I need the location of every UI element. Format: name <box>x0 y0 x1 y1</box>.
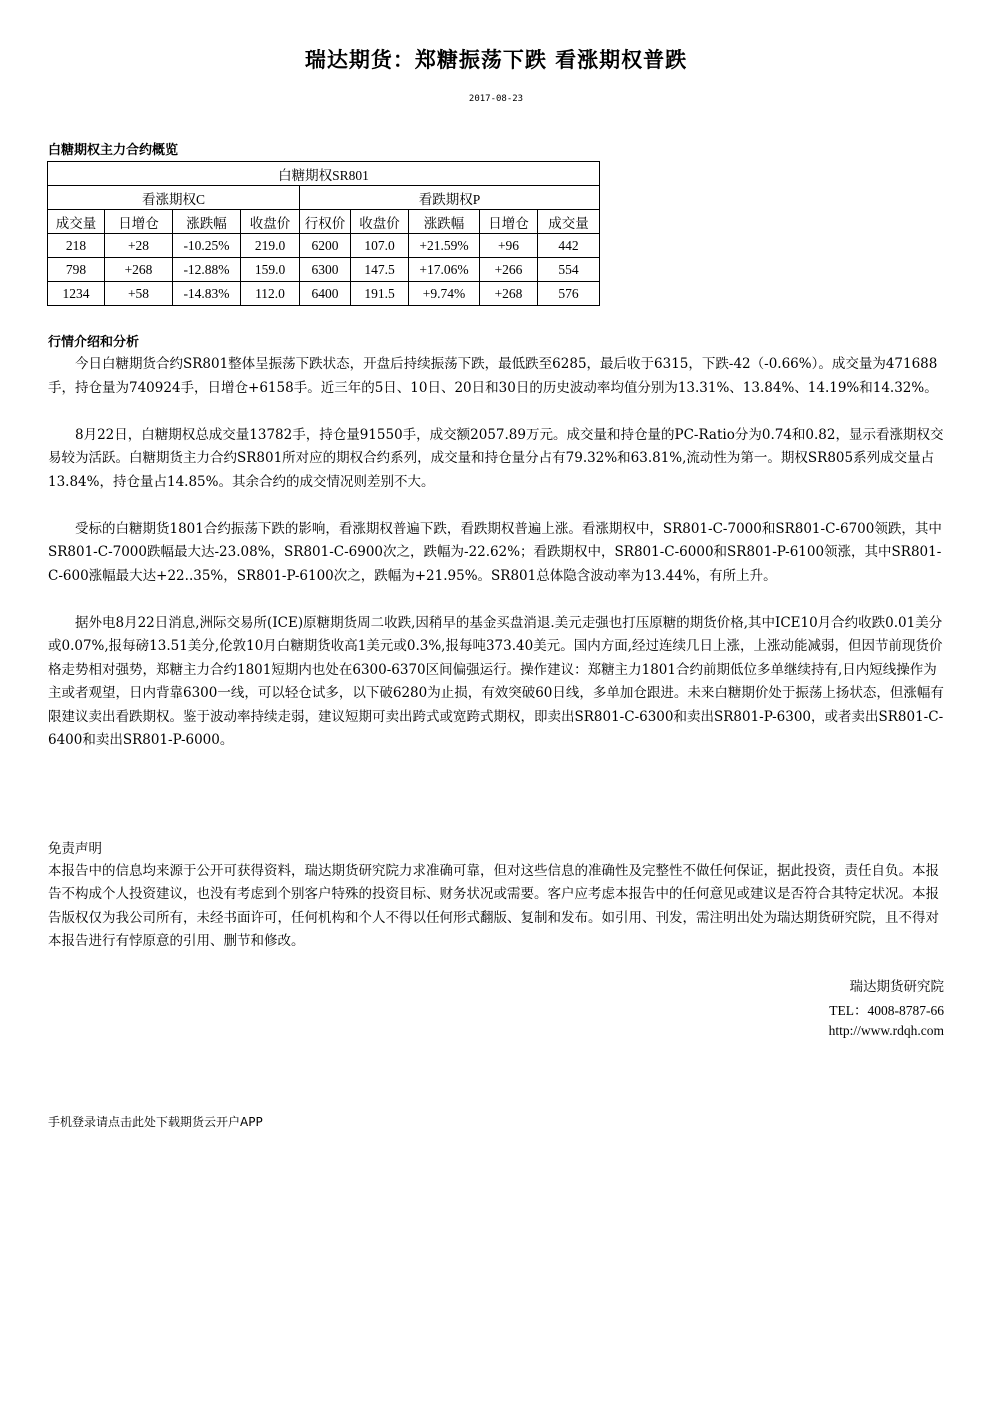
column-header: 成交量 <box>48 210 105 234</box>
table-cell: 1234 <box>48 282 105 306</box>
overview-heading: 白糖期权主力合约概览 <box>48 143 179 158</box>
table-cell: 112.0 <box>241 282 300 306</box>
analysis-paragraph: 8月22日，白糖期权总成交量13782手，持仓量91550手，成交额2057.89万元。成交量和持仓量的PC-Ratio分为0.74和0.82，显示看涨期权交易较为活跃。白糖期货主力合约SR801所对应的期权合约系列，成交量和持仓量分占有79.32%和63.81%,流动性为第一。期权SR805系列成交量占13.84%，持仓量占14.85%。其余合约的成交情况则差别不大。 <box>48 426 944 490</box>
column-header: 行权价 <box>300 210 351 234</box>
table-cell: 442 <box>538 234 600 258</box>
disclaimer-text: 本报告中的信息均来源于公开可获得资料，瑞达期货研究院力求准确可靠，但对这些信息的准确性及完整性不做任何保证，据此投资，责任自负。本报告不构成个人投资建议，也没有考虑到个别客户特殊的投资目标、财务状况或需要。客户应考虑本报告中的任何意见或建议是否符合其特定状况。本报告版权仅为我公司所有，未经书面许可，任何机构和个人不得以任何形式翻版、复制和发布。如引用、刊发，需注明出处为瑞达期货研究院，且不得对本报告进行有悖原意的引用、删节和修改。 <box>48 863 939 949</box>
report-date: 2017-08-23 <box>468 94 524 104</box>
analysis-paragraph: 受标的白糖期货1801合约振荡下跌的影响，看涨期权普遍下跌，看跌期权普遍上涨。看涨期权中，SR801-C-7000和SR801-C-6700领跌，其中SR801-C-7000跌幅最大达-23.08%，SR801-C-6900次之，跌幅为-22.62%；看跌期权中，SR801-C-6000和SR801-P-6100领涨，其中SR801-C-600涨幅最大达+22..35%，SR801-P-6100次之，跌幅为+21.95%。SR801总体隐含波动率为13.44%，有所上升。 <box>48 520 942 584</box>
table-cell: 219.0 <box>241 234 300 258</box>
column-header: 收盘价 <box>241 210 300 234</box>
analysis-body <box>48 353 944 753</box>
contract-header: 白糖期权SR801 <box>48 162 600 186</box>
disclaimer-heading: 免责声明 <box>48 841 102 857</box>
table-cell: 191.5 <box>351 282 409 306</box>
table-cell: 147.5 <box>351 258 409 282</box>
options-overview-table <box>47 161 600 306</box>
table-cell: 159.0 <box>241 258 300 282</box>
column-header-row <box>48 210 600 234</box>
table-cell: +21.59% <box>409 234 480 258</box>
table-row <box>48 282 600 306</box>
contact-org: 瑞达期货研究院 <box>849 979 944 994</box>
table-cell: +96 <box>480 234 538 258</box>
table-cell: +28 <box>105 234 173 258</box>
column-header: 涨跌幅 <box>173 210 241 234</box>
table-cell: +9.74% <box>409 282 480 306</box>
table-cell: -10.25% <box>173 234 241 258</box>
table-cell: 798 <box>48 258 105 282</box>
call-group-header: 看涨期权C <box>48 186 300 210</box>
table-cell: -14.83% <box>173 282 241 306</box>
column-header: 收盘价 <box>351 210 409 234</box>
table-row <box>48 258 600 282</box>
table-cell: +58 <box>105 282 173 306</box>
table-cell: -12.88% <box>173 258 241 282</box>
column-header: 涨跌幅 <box>409 210 480 234</box>
table-cell: 6200 <box>300 234 351 258</box>
table-cell: 576 <box>538 282 600 306</box>
analysis-paragraph: 据外电8月22日消息,洲际交易所(ICE)原糖期货周二收跌,因稍早的基金买盘消退.美元走强也打压原糖的期货价格,其中ICE10月合约收跌0.01美分或0.07%,报每磅13.51美分,伦敦10月白糖期货收高1美元或0.3%,报每吨373.40美元。国内方面,经过连续几日上涨，上涨动能减弱，但因节前现货价格走势相对强势，郑糖主力合约1801短期内也处在6300-6370区间偏强运行。操作建议：郑糖主力1801合约前期低位多单继续持有,日内短线操作为主或者观望，日内背靠6300一线，可以轻仓试多，以下破6280为止损，有效突破60日线，多单加仓跟进。未来白糖期价处于振荡上扬状态，但涨幅有限建议卖出看跌期权。鉴于波动率持续走弱，建议短期可卖出跨式或宽跨式期权，即卖出SR801-C-6300和卖出SR801-P-6300，或者卖出SR801-C-6400和卖出SR801-P-6000。 <box>48 614 944 748</box>
analysis-paragraph: 今日白糖期货合约SR801整体呈振荡下跌状态，开盘后持续振荡下跌，最低跌至6285，最后收于6315，下跌-42（-0.66%）。成交量为471688手，持仓量为740924手，日增仓+6158手。近三年的5日、10日、20日和30日的历史波动率均值分别为13.31%、13.84%、14.19%和14.32%。 <box>48 356 938 396</box>
column-header: 成交量 <box>538 210 600 234</box>
analysis-heading: 行情介绍和分析 <box>48 335 140 350</box>
table-cell: 107.0 <box>351 234 409 258</box>
table-cell: +268 <box>480 282 538 306</box>
column-header: 日增仓 <box>105 210 173 234</box>
contact-tel: TEL：4008-8787-66 <box>829 1003 944 1018</box>
put-group-header: 看跌期权P <box>300 186 600 210</box>
app-download-link[interactable]: 手机登录请点击此处下载期货云开户APP <box>48 1115 263 1129</box>
table-cell: 554 <box>538 258 600 282</box>
table-cell: +266 <box>480 258 538 282</box>
report-title: 瑞达期货：郑糖振荡下跌 看涨期权普跌 <box>304 48 688 72</box>
column-header: 日增仓 <box>480 210 538 234</box>
table-cell: +268 <box>105 258 173 282</box>
table-cell: 6300 <box>300 258 351 282</box>
table-cell: 6400 <box>300 282 351 306</box>
table-row <box>48 234 600 258</box>
contact-url[interactable]: http://www.rdqh.com <box>828 1023 944 1038</box>
table-cell: 218 <box>48 234 105 258</box>
table-cell: +17.06% <box>409 258 480 282</box>
